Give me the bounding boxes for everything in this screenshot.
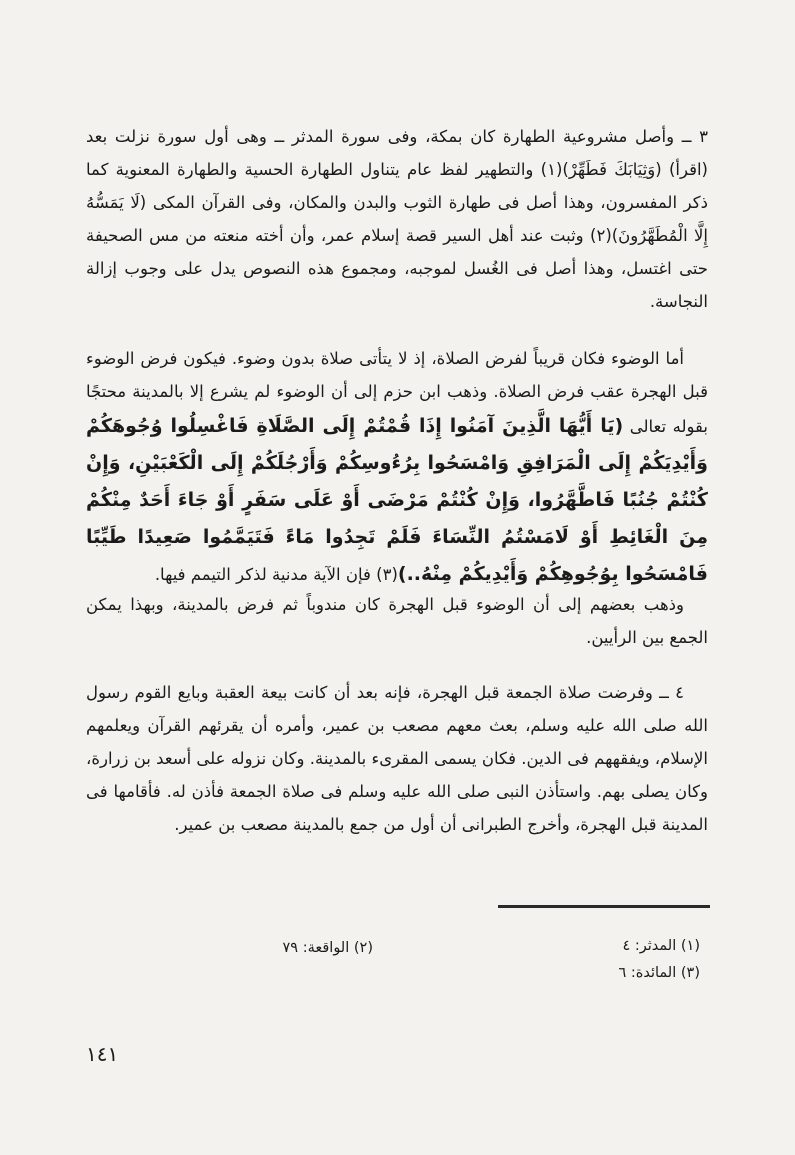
paragraph-purity-origin (86, 120, 708, 318)
footnote-divider (498, 905, 710, 908)
paragraph-intro-text: أما الوضوء فكان قريباً لفرض الصلاة، إذ لا يتأتى صلاة بدون وضوء. فيكون فرض الوضوء قبل الهجرة عقب فرض الصلاة. وذهب ابن حزم إلى أن الوضوء لم يشرع إلا بالمدينة محتجًا بقوله تعالى (86, 349, 709, 436)
paragraph-friday-prayer (86, 676, 708, 841)
footnote-1: (١) المدثر: ٤ (622, 938, 700, 954)
footnote-3: (٣) المائدة: ٦ (618, 965, 700, 981)
paragraph-ablution (86, 342, 708, 593)
quran-verse: (يَا أَيُّهَا الَّذِينَ آمَنُوا إِذَا قُمْتُمْ إِلَى الصَّلَاةِ فَاغْسِلُوا وُجُوهَكُمْ وَأَيْدِيَكُمْ إِلَى الْمَرَافِقِ وَامْسَحُوا بِرُءُوسِكُمْ وَأَرْجُلَكُمْ إِلَى الْكَعْبَيْنِ، وَإِنْ كُنْتُمْ جُنُبًا فَاطَّهَّرُوا، وَإِنْ كُنْتُمْ مَرْضَى أَوْ عَلَى سَفَرٍ أَوْ جَاءَ أَحَدٌ مِنْكُمْ مِنَ الْغَائِطِ أَوْ لَامَسْتُمُ النِّسَاءَ فَلَمْ تَجِدُوا مَاءً فَتَيَمَّمُوا صَعِيدًا طَيِّبًا فَامْسَحُوا بِوُجُوهِكُمْ وَأَيْدِيكُمْ مِنْهُ..) (86, 415, 708, 585)
paragraph-text: ٣ ــ وأصل مشروعية الطهارة كان بمكة، وفى سورة المدثر ــ وهى أول سورة نزلت بعد (اقرأ) (وَثِيَابَكَ فَطَهِّرْ)(١) والتطهير لفظ عام يتناول الطهارة الحسية والطهارة المعنوية كما ذكر المفسرون، وهذا أصل فى طهارة الثوب والبدن والمكان، وفى القرآن المكى (لَا يَمَسُّهُ إِلَّا الْمُطَهَّرُونَ)(٢) وثبت عند أهل السير قصة إسلام عمر، وأن أخته منعته من مس الصحيفة حتى اغتسل، وهذا أصل فى الغُسل لموجبه، ومجموع هذه النصوص يدل على وجوب إزالة النجاسة. (86, 127, 708, 311)
paragraph-ablution-opinion (86, 588, 708, 654)
page-number: ١٤١ (86, 1042, 119, 1066)
footnote-2: (٢) الواقعة: ٧٩ (282, 940, 373, 956)
paragraph-tail-text: (٣) فإن الآية مدنية لذكر التيمم فيها. (154, 565, 398, 584)
paragraph-text: ٤ ــ وفرضت صلاة الجمعة قبل الهجرة، فإنه بعد أن كانت بيعة العقبة وبايع القوم رسول الله صلى الله عليه وسلم، بعث معهم مصعب بن عمير، وأمره أن يقرئهم القرآن ويعلمهم الإسلام، ويفقههم فى الدين. فكان يسمى المقرىء بالمدينة. وكان نزوله على أسعد بن زرارة، وكان يصلى بهم. واستأذن النبى صلى الله عليه وسلم فى صلاة الجمعة فأذن له. فأقامها فى المدينة قبل الهجرة، وأخرج الطبرانى أن أول من جمع بالمدينة مصعب بن عمير. (86, 683, 708, 834)
paragraph-text: وذهب بعضهم إلى أن الوضوء قبل الهجرة كان مندوباً ثم فرض بالمدينة، وبهذا يمكن الجمع بين الرأيين. (86, 595, 708, 647)
